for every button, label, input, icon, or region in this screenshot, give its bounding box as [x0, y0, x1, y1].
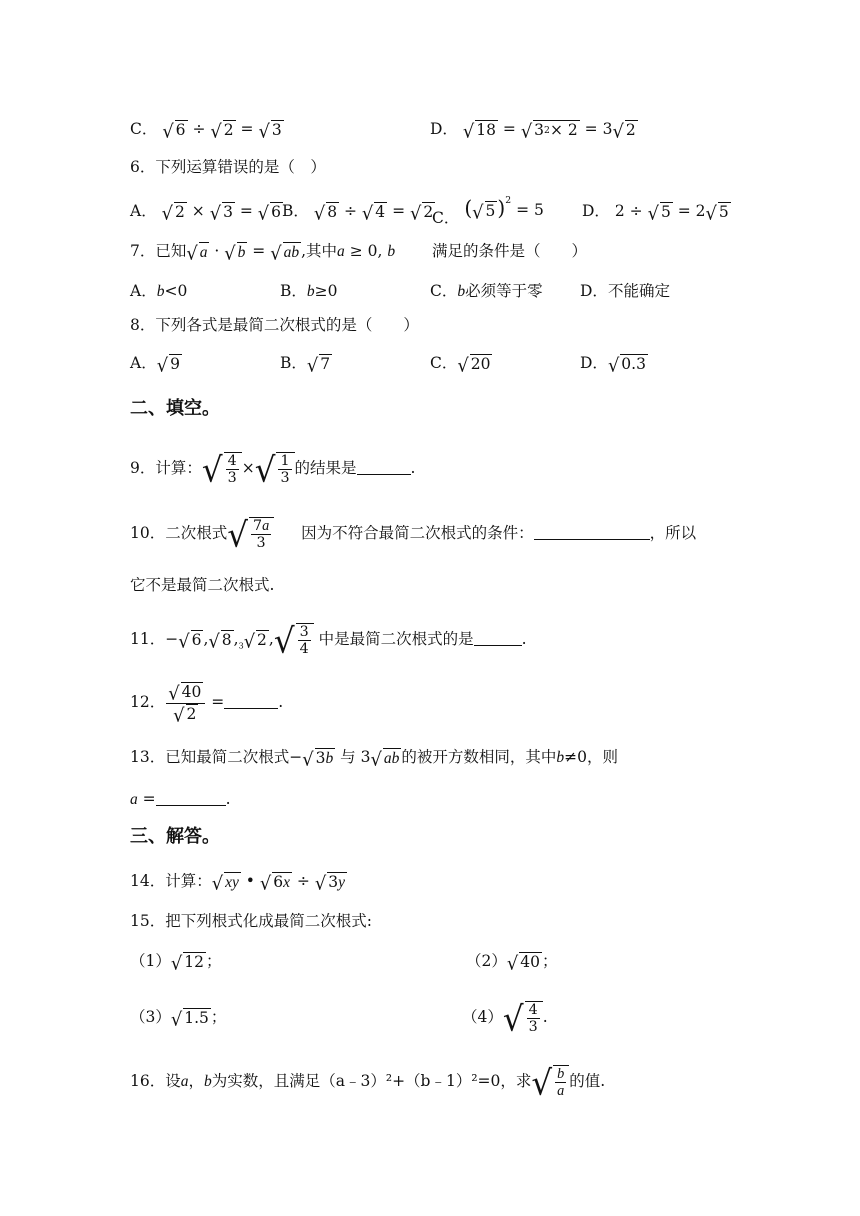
q5-option-d: D． √ 18 = √ 3 2 × 2 = 3 √ 2 [430, 119, 636, 142]
q15-part-4: （4） √ $\frac{4}{3}$ . [462, 998, 548, 1039]
q5-option-d-expr: √ 18 = √ 3 2 × 2 = 3 √ 2 [462, 119, 636, 142]
q14: 14．计算： √ xy • √ 6 x ÷ √ 3 y [130, 871, 345, 894]
q7-option-c: C．b必须等于零 [430, 282, 543, 300]
q6-option-a: A． √ 2 × √ 3 = √ 6 [130, 201, 282, 224]
q8-stem: 8．下列各式是最简二次根式的是（ ） [130, 316, 419, 334]
q8-option-b: B． √ 7 [280, 353, 331, 376]
q6-option-b: B． √ 8 ÷ √ 4 = √ 2 [282, 201, 434, 224]
q12: 12． √ 40 √ 2 = . [130, 682, 284, 726]
q6-option-c: C． ( √ 5 )$^2$ = 5 [432, 195, 544, 228]
q5-option-c-expr: √ 6 ÷ √ 2 = √ 3 [162, 119, 282, 142]
q15-stem: 15．把下列根式化成最简二次根式: [130, 912, 372, 930]
q10-blank [534, 523, 650, 540]
q7-option-a: A．b<0 [130, 282, 188, 300]
q7-option-d: D．不能确定 [580, 282, 670, 300]
q13: 13．已知最简二次根式− √ 3 b 与 3 √ ab 的被开方数相同，其中b≠0，则 [130, 747, 618, 770]
q15-part-3: （3） √ 1.5 ； [130, 1007, 227, 1030]
q15-part-1: （1） √ 12 ； [130, 951, 222, 974]
q6-option-d: D． 2 ÷ √ 5 = 2 √ 5 [582, 201, 729, 224]
q6-stem: 6．下列运算错误的是（ ） [130, 158, 326, 176]
section-2-heading: 二、填空。 [130, 398, 220, 419]
q7-stem: 7．已知 √ a · √ b = √ ab ,其中a ≥ 0, b 满足的条件是（ ） [130, 241, 588, 264]
q8-option-a: A． √ 9 [130, 353, 180, 376]
q8-option-c: C． √ 20 [430, 353, 491, 376]
q10: 10．二次根式 √ $\frac{7a}{3}$ 因为不符合最简二次根式的条件： ，所以 [130, 514, 697, 555]
q5-option-c: C． √ 6 ÷ √ 2 = √ 3 [130, 119, 282, 142]
section-3-heading: 三、解答。 [130, 826, 220, 847]
q7-option-b: B．b≥0 [280, 282, 338, 300]
q11-blank [474, 629, 522, 646]
q15-part-2: （2） √ 40 ； [466, 951, 558, 974]
q11: 11．− √ 6 , √ 8 , 3 √ 2 , √ $\frac{3}{4}$ 中是最简二次根式的是 . [130, 620, 527, 661]
q16: 16．设a，b为实数，且满足（a﹣3）²+（b﹣1）²=0，求 √ $\frac{b}{a}$ 的值. [130, 1062, 606, 1103]
q13-line2: a = . [130, 790, 231, 808]
q13-blank [156, 789, 226, 806]
q12-blank [224, 692, 278, 709]
q10-line2: 它不是最简二次根式. [130, 576, 275, 594]
q9-blank [357, 458, 411, 475]
q8-option-d: D． √ 0.3 [580, 353, 646, 376]
q9: 9．计算： √ $\frac{4}{3}$ × √ $\frac{1}{3}$ 的结果是 . [130, 449, 416, 490]
